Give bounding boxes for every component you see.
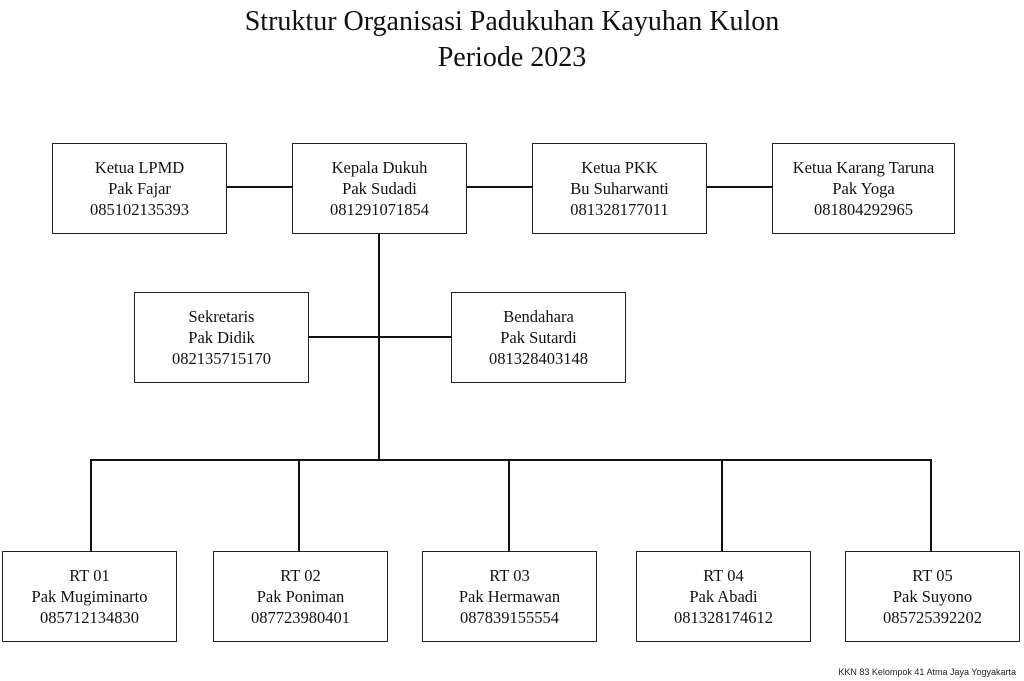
phone-number: 081328177011	[570, 200, 669, 219]
box-rt-02	[213, 551, 388, 642]
person-name: Pak Fajar	[108, 179, 171, 198]
connector-pkk-karangtaruna	[706, 186, 772, 188]
role: Ketua LPMD	[94, 158, 185, 177]
box-rt-01	[2, 551, 177, 642]
connector-main-trunk	[378, 233, 380, 461]
role: RT 02	[280, 566, 321, 585]
connector-dukuh-pkk	[466, 186, 532, 188]
role: Ketua PKK	[581, 158, 658, 177]
person-name: Pak Didik	[188, 328, 255, 347]
connector-lpmd-dukuh	[226, 186, 292, 188]
connector-rt-03	[508, 459, 510, 551]
box-rt-03	[422, 551, 597, 642]
connector-rt-04	[721, 459, 723, 551]
box-rt-05	[845, 551, 1020, 642]
connector-rt-02	[298, 459, 300, 551]
box-bendahara	[451, 292, 626, 383]
chart-title: Struktur Organisasi Padukuhan Kayuhan Kulon	[244, 6, 780, 37]
person-name: Pak Mugiminarto	[31, 587, 148, 606]
role: Ketua Karang Taruna	[792, 158, 935, 177]
box-sekretaris	[134, 292, 309, 383]
box-rt-04	[636, 551, 811, 642]
phone-number: 087839155554	[460, 608, 559, 627]
person-name: Pak Abadi	[689, 587, 758, 606]
footer-credit: KKN 83 Kelompok 41 Atma Jaya Yogyakarta	[838, 667, 1016, 677]
role: RT 03	[489, 566, 530, 585]
box-ketua-karang-taruna	[772, 143, 955, 234]
connector-rt-05	[930, 459, 932, 551]
person-name: Pak Suyono	[892, 587, 973, 606]
person-name: Pak Sutardi	[500, 328, 577, 347]
connector-rt-bus	[90, 459, 932, 461]
role: RT 04	[703, 566, 744, 585]
person-name: Pak Poniman	[256, 587, 345, 606]
chart-period: Periode 2023	[437, 42, 587, 73]
box-ketua-lpmd	[52, 143, 227, 234]
person-name: Pak Yoga	[832, 179, 895, 198]
phone-number: 085102135393	[90, 200, 189, 219]
person-name: Pak Sudadi	[342, 179, 417, 198]
box-kepala-dukuh	[292, 143, 467, 234]
person-name: Bu Suharwanti	[570, 179, 669, 198]
role: RT 05	[912, 566, 953, 585]
role: Kepala Dukuh	[331, 158, 428, 177]
phone-number: 085712134830	[40, 608, 139, 627]
phone-number: 081804292965	[814, 200, 913, 219]
phone-number: 081291071854	[330, 200, 429, 219]
phone-number: 081328403148	[489, 349, 588, 368]
role: RT 01	[69, 566, 110, 585]
phone-number: 081328174612	[674, 608, 773, 627]
box-ketua-pkk	[532, 143, 707, 234]
connector-rt-01	[90, 459, 92, 551]
phone-number: 085725392202	[883, 608, 982, 627]
person-name: Pak Hermawan	[458, 587, 561, 606]
role: Bendahara	[503, 307, 574, 326]
role: Sekretaris	[188, 307, 255, 326]
phone-number: 087723980401	[251, 608, 350, 627]
phone-number: 082135715170	[172, 349, 271, 368]
connector-staff	[308, 336, 451, 338]
